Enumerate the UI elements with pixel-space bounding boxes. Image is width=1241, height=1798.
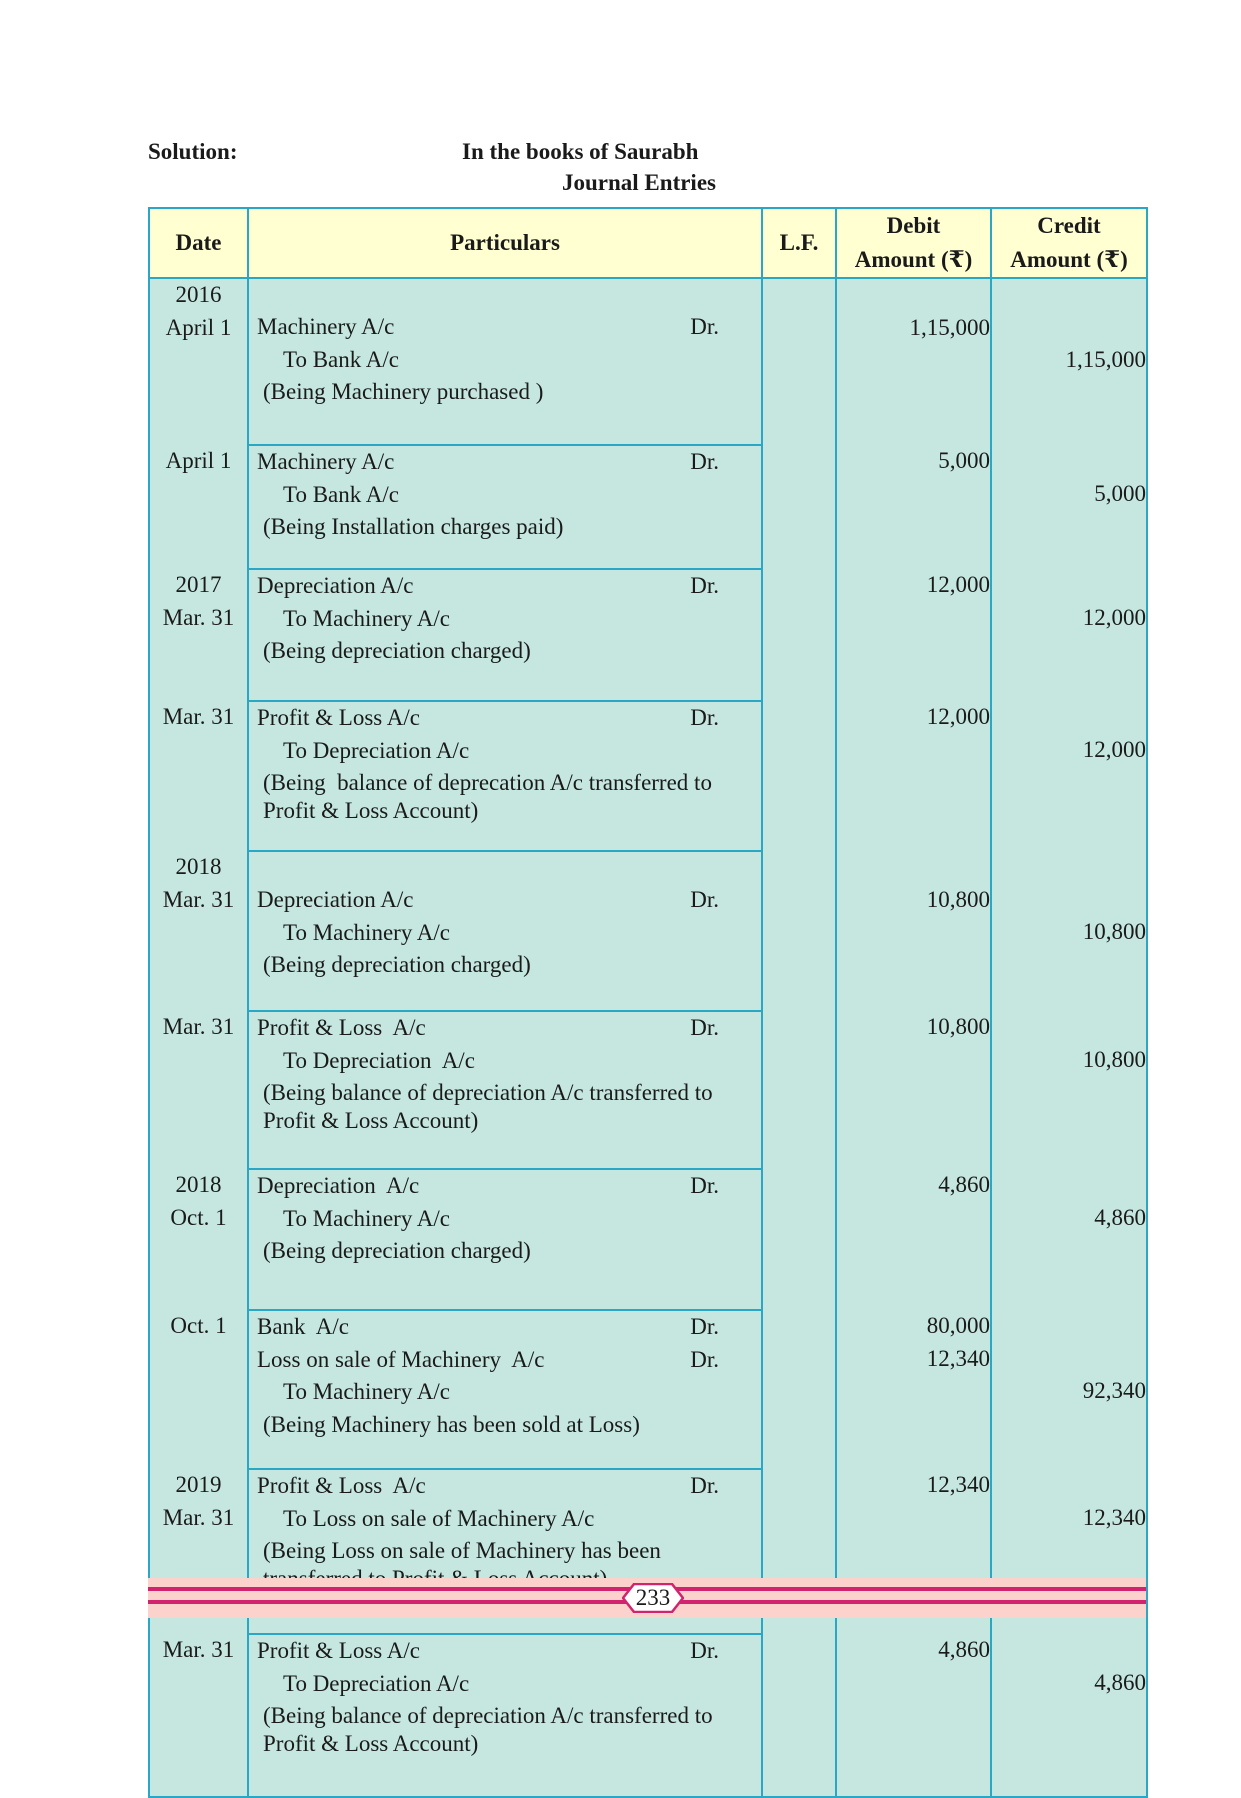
account-name: Bank A/c xyxy=(257,1314,349,1339)
entry-lf xyxy=(762,1310,836,1469)
entry-particulars xyxy=(248,701,762,851)
entry-debit-amount: 4,860 xyxy=(836,1634,991,1797)
entry-credit-amount: 12,340 xyxy=(991,1469,1147,1634)
entry-narration: (Being balance of deprecation A/c transferred to Profit & Loss Account) xyxy=(263,770,718,823)
credit-column-header: Credit Amount (₹) xyxy=(991,208,1147,278)
entry-credit-amount: 12,000 xyxy=(991,569,1147,701)
dr-marker: Dr. xyxy=(690,573,719,598)
entry-date: 2016 April 1 xyxy=(149,278,248,445)
journal-entry-row xyxy=(149,1634,1147,1797)
account-name: Profit & Loss A/c xyxy=(257,1473,426,1498)
entry-narration: (Being Machinery purchased ) xyxy=(263,379,544,404)
debit-account-line xyxy=(249,884,761,917)
debit-account-line xyxy=(249,446,761,479)
entry-credit-amount: 92,340 xyxy=(991,1310,1147,1469)
account-name: To Bank A/c xyxy=(283,346,399,372)
credit-account-line xyxy=(249,735,761,768)
account-name: To Machinery A/c xyxy=(283,919,451,945)
debit-account-line xyxy=(249,311,761,344)
account-name: To Depreciation A/c xyxy=(283,1670,470,1696)
entry-debit-amount: 10,800 xyxy=(836,851,991,1011)
dr-marker: Dr. xyxy=(690,314,719,339)
credit-account-line xyxy=(249,1045,761,1078)
entry-debit-amount: 12,340 xyxy=(836,1469,991,1634)
entry-particulars xyxy=(248,1011,762,1169)
entry-particulars xyxy=(248,1310,762,1469)
account-name: To Depreciation A/c xyxy=(283,737,470,763)
particulars-column-header: Particulars xyxy=(248,208,762,278)
journal-entry-row xyxy=(149,1011,1147,1169)
debit-account-line xyxy=(249,702,761,735)
entry-narration: (Being Installation charges paid) xyxy=(263,514,564,539)
entry-narration: (Being balance of depreciation A/c transferred to Profit & Loss Account) xyxy=(263,1080,719,1133)
account-name: Profit & Loss A/c xyxy=(257,705,420,730)
debit-account-line xyxy=(249,1012,761,1045)
journal-entry-row xyxy=(149,851,1147,1011)
dr-marker: Dr. xyxy=(690,1473,719,1498)
journal-entry-row xyxy=(149,569,1147,701)
credit-account-line xyxy=(249,1668,761,1701)
entry-date: Oct. 1 xyxy=(149,1310,248,1469)
dr-marker: Dr. xyxy=(690,1173,719,1198)
entry-date: 2017 Mar. 31 xyxy=(149,569,248,701)
entry-credit-amount: 12,000 xyxy=(991,701,1147,851)
credit-account-line xyxy=(249,344,761,377)
journal-entry-row xyxy=(149,278,1147,445)
entry-lf xyxy=(762,701,836,851)
entry-date: April 1 xyxy=(149,445,248,569)
entry-lf xyxy=(762,1011,836,1169)
debit-account-line xyxy=(249,570,761,603)
credit-account-line xyxy=(249,603,761,636)
dr-marker: Dr. xyxy=(690,887,719,912)
account-name: Profit & Loss A/c xyxy=(257,1638,420,1663)
entry-date: Mar. 31 xyxy=(149,1011,248,1169)
account-name: Loss on sale of Machinery A/c xyxy=(257,1346,545,1372)
entry-narration: (Being depreciation charged) xyxy=(263,638,531,663)
journal-body xyxy=(149,278,1147,1797)
entry-narration: (Being balance of depreciation A/c transferred to Profit & Loss Account) xyxy=(263,1703,719,1756)
debit-account-line xyxy=(249,1311,761,1344)
books-title: In the books of Saurabh xyxy=(462,139,699,164)
entry-narration: (Being depreciation charged) xyxy=(263,1238,531,1263)
entry-lf xyxy=(762,278,836,445)
journal-table xyxy=(148,207,1148,1798)
debit-account-line xyxy=(249,1170,761,1203)
account-name: To Bank A/c xyxy=(283,481,399,507)
credit-account-line xyxy=(249,1503,761,1536)
journal-entry-row xyxy=(149,1310,1147,1469)
entry-narration: (Being depreciation charged) xyxy=(263,952,531,977)
entry-debit-amount: 4,860 xyxy=(836,1169,991,1310)
entry-credit-amount: 4,860 xyxy=(991,1169,1147,1310)
journal-entry-row xyxy=(149,701,1147,851)
credit-account-line xyxy=(249,1376,761,1409)
dr-marker: Dr. xyxy=(690,449,719,474)
entry-debit-amount: 12,000 xyxy=(836,569,991,701)
debit-column-header: Debit Amount (₹) xyxy=(836,208,991,278)
account-name: Depreciation A/c xyxy=(257,887,414,912)
entry-particulars xyxy=(248,569,762,701)
page-number: 233 xyxy=(635,1585,671,1610)
entry-credit-amount: 5,000 xyxy=(991,445,1147,569)
entry-credit-amount: 10,800 xyxy=(991,1011,1147,1169)
journal-entry-row xyxy=(149,1169,1147,1310)
account-name: Machinery A/c xyxy=(257,449,395,474)
journal-entry-row xyxy=(149,445,1147,569)
entry-date: 2019 Mar. 31 xyxy=(149,1469,248,1634)
account-name: Depreciation A/c xyxy=(257,573,414,598)
dr-marker: Dr. xyxy=(690,1015,719,1040)
entry-debit-amount: 1,15,000 xyxy=(836,278,991,445)
entry-debit-amount: 80,000 12,340 xyxy=(836,1310,991,1469)
entry-particulars xyxy=(248,1634,762,1797)
credit-account-line xyxy=(249,1203,761,1236)
account-name: Profit & Loss A/c xyxy=(257,1015,426,1040)
entry-lf xyxy=(762,851,836,1011)
debit-account-line xyxy=(249,1470,761,1503)
lf-column-header: L.F. xyxy=(762,208,836,278)
account-name: Machinery A/c xyxy=(257,314,395,339)
entry-credit-amount: 1,15,000 xyxy=(991,278,1147,445)
entry-date: Mar. 31 xyxy=(149,701,248,851)
entry-credit-amount: 4,860 xyxy=(991,1634,1147,1797)
entry-particulars xyxy=(248,851,762,1011)
account-name: To Machinery A/c xyxy=(283,605,451,631)
entry-date: 2018 Mar. 31 xyxy=(149,851,248,1011)
entry-particulars xyxy=(248,278,762,445)
entry-date: 2018 Oct. 1 xyxy=(149,1169,248,1310)
dr-marker: Dr. xyxy=(690,1346,719,1372)
entry-lf xyxy=(762,569,836,701)
entry-lf xyxy=(762,1169,836,1310)
dr-marker: Dr. xyxy=(690,705,719,730)
account-name: To Machinery A/c xyxy=(283,1379,451,1404)
entry-lf xyxy=(762,1634,836,1797)
entry-narration: (Being Loss on sale of Machinery has been xyxy=(263,1538,661,1563)
date-column-header: Date xyxy=(149,208,248,278)
debit-account-line xyxy=(249,1344,761,1377)
entry-debit-amount: 5,000 xyxy=(836,445,991,569)
account-name: To Machinery A/c xyxy=(283,1205,451,1231)
entry-credit-amount: 10,800 xyxy=(991,851,1147,1011)
entry-date: Mar. 31 xyxy=(149,1634,248,1797)
entry-particulars xyxy=(248,445,762,569)
journal-title: Journal Entries xyxy=(562,170,716,195)
dr-marker: Dr. xyxy=(690,1314,719,1339)
account-name: To Depreciation A/c xyxy=(283,1047,475,1073)
entry-debit-amount: 12,000 xyxy=(836,701,991,851)
entry-debit-amount: 10,800 xyxy=(836,1011,991,1169)
account-name: To Loss on sale of Machinery A/c xyxy=(283,1505,595,1531)
account-name: Depreciation A/c xyxy=(257,1173,420,1198)
solution-label: Solution: xyxy=(148,139,238,164)
debit-account-line xyxy=(249,1635,761,1668)
table-header-row xyxy=(149,208,1147,278)
entry-lf xyxy=(762,445,836,569)
credit-account-line xyxy=(249,479,761,512)
entry-narration: (Being Machinery has been sold at Loss) xyxy=(263,1411,640,1437)
entry-particulars xyxy=(248,1169,762,1310)
credit-account-line xyxy=(249,917,761,950)
dr-marker: Dr. xyxy=(690,1638,719,1663)
